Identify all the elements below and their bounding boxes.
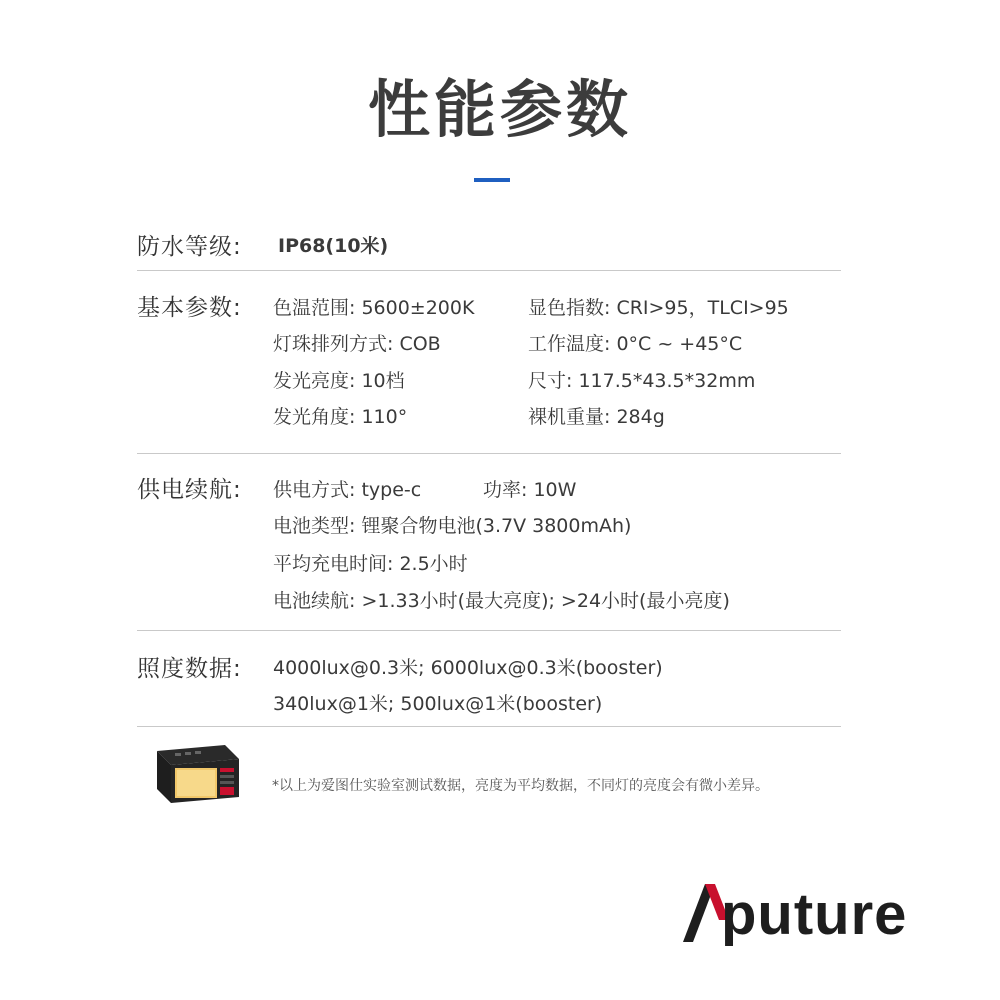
waterproof-value: IP68(10米) xyxy=(278,235,389,257)
basic-item: 色温范围: 5600±200K xyxy=(273,297,475,319)
basic-item: 灯珠排列方式: COB xyxy=(273,333,441,355)
page-title: 性能参数 xyxy=(367,73,632,146)
title-accent-line xyxy=(474,178,510,182)
divider xyxy=(137,453,841,454)
power-item: 电池类型: 锂聚合物电池(3.7V 3800mAh) xyxy=(273,515,632,537)
basic-item: 裸机重量: 284g xyxy=(528,406,665,428)
waterproof-label: 防水等级: xyxy=(137,234,242,260)
divider xyxy=(137,630,841,631)
illuminance-label: 照度数据: xyxy=(137,656,242,682)
basic-label: 基本参数: xyxy=(137,295,242,321)
divider xyxy=(137,270,841,271)
power-item: 平均充电时间: 2.5小时 xyxy=(273,553,468,575)
basic-item: 尺寸: 117.5*43.5*32mm xyxy=(528,370,756,392)
illuminance-item: 340lux@1米; 500lux@1米(booster) xyxy=(273,693,603,715)
divider xyxy=(137,726,841,727)
basic-item: 显色指数: CRI>95，TLCI>95 xyxy=(528,297,789,319)
illuminance-item: 4000lux@0.3米; 6000lux@0.3米(booster) xyxy=(273,657,663,679)
basic-item: 发光亮度: 10档 xyxy=(273,370,405,392)
aputure-logo xyxy=(683,880,973,950)
basic-item: 发光角度: 110° xyxy=(273,406,408,428)
power-item: 供电方式: type-c xyxy=(273,479,422,501)
basic-item: 工作温度: 0°C ~ +45°C xyxy=(528,333,743,355)
logo-text: puture xyxy=(721,882,908,947)
power-item: 电池续航: >1.33小时(最大亮度); >24小时(最小亮度) xyxy=(273,590,730,612)
power-label: 供电续航: xyxy=(137,477,242,503)
led-light-device-image xyxy=(155,741,241,805)
power-item: 功率: 10W xyxy=(483,479,577,501)
footnote: *以上为爱图仕实验室测试数据，亮度为平均数据，不同灯的亮度会有微小差异。 xyxy=(272,778,769,794)
